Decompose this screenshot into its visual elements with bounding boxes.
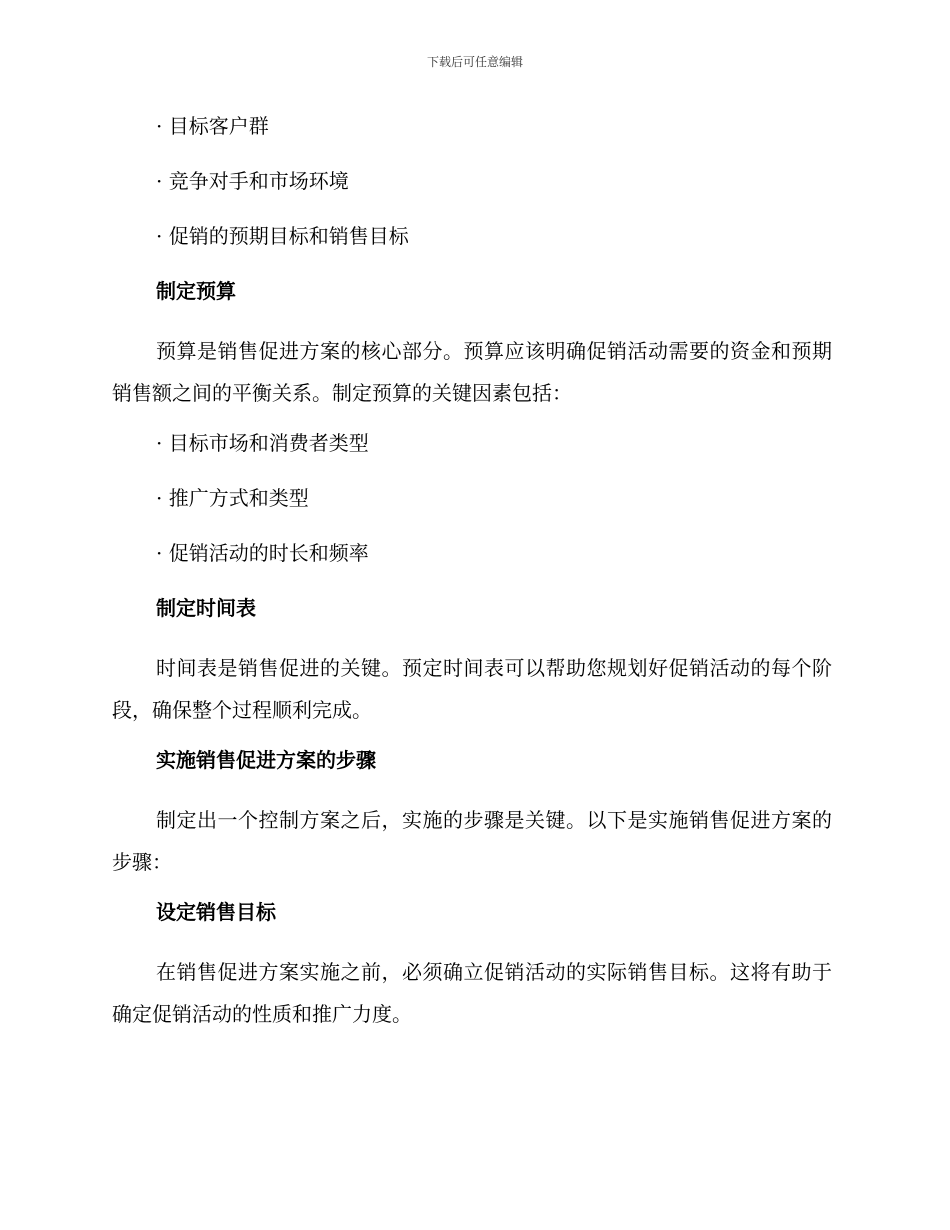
list-item: · 促销活动的时长和频率 (156, 541, 369, 565)
section-heading-schedule: 制定时间表 (156, 596, 256, 620)
list-item: · 目标客户群 (156, 114, 269, 138)
section-heading-target: 设定销售目标 (156, 900, 276, 924)
paragraph-schedule: 时间表是销售促进的关键。预定时间表可以帮助您规划好促销活动的每个阶段，确保整个过程顺利完成。 (112, 656, 832, 722)
section-heading-budget: 制定预算 (156, 279, 236, 303)
paragraph-steps: 制定出一个控制方案之后，实施的步骤是关键。以下是实施销售促进方案的步骤： (112, 808, 832, 874)
list-item: · 竞争对手和市场环境 (156, 169, 349, 193)
list-item: · 促销的预期目标和销售目标 (156, 224, 409, 248)
paragraph-budget: 预算是销售促进方案的核心部分。预算应该明确促销活动需要的资金和预期销售额之间的平衡关系。制定预算的关键因素包括： (112, 339, 832, 405)
paragraph-target: 在销售促进方案实施之前，必须确立促销活动的实际销售目标。这将有助于确定促销活动的性质和推广力度。 (112, 960, 832, 1026)
page-header: 下载后可任意编辑 (426, 55, 523, 69)
section-heading-steps: 实施销售促进方案的步骤 (156, 748, 376, 772)
list-item: · 目标市场和消费者类型 (156, 431, 369, 455)
list-item: · 推广方式和类型 (156, 486, 309, 510)
document-body (112, 110, 832, 1048)
